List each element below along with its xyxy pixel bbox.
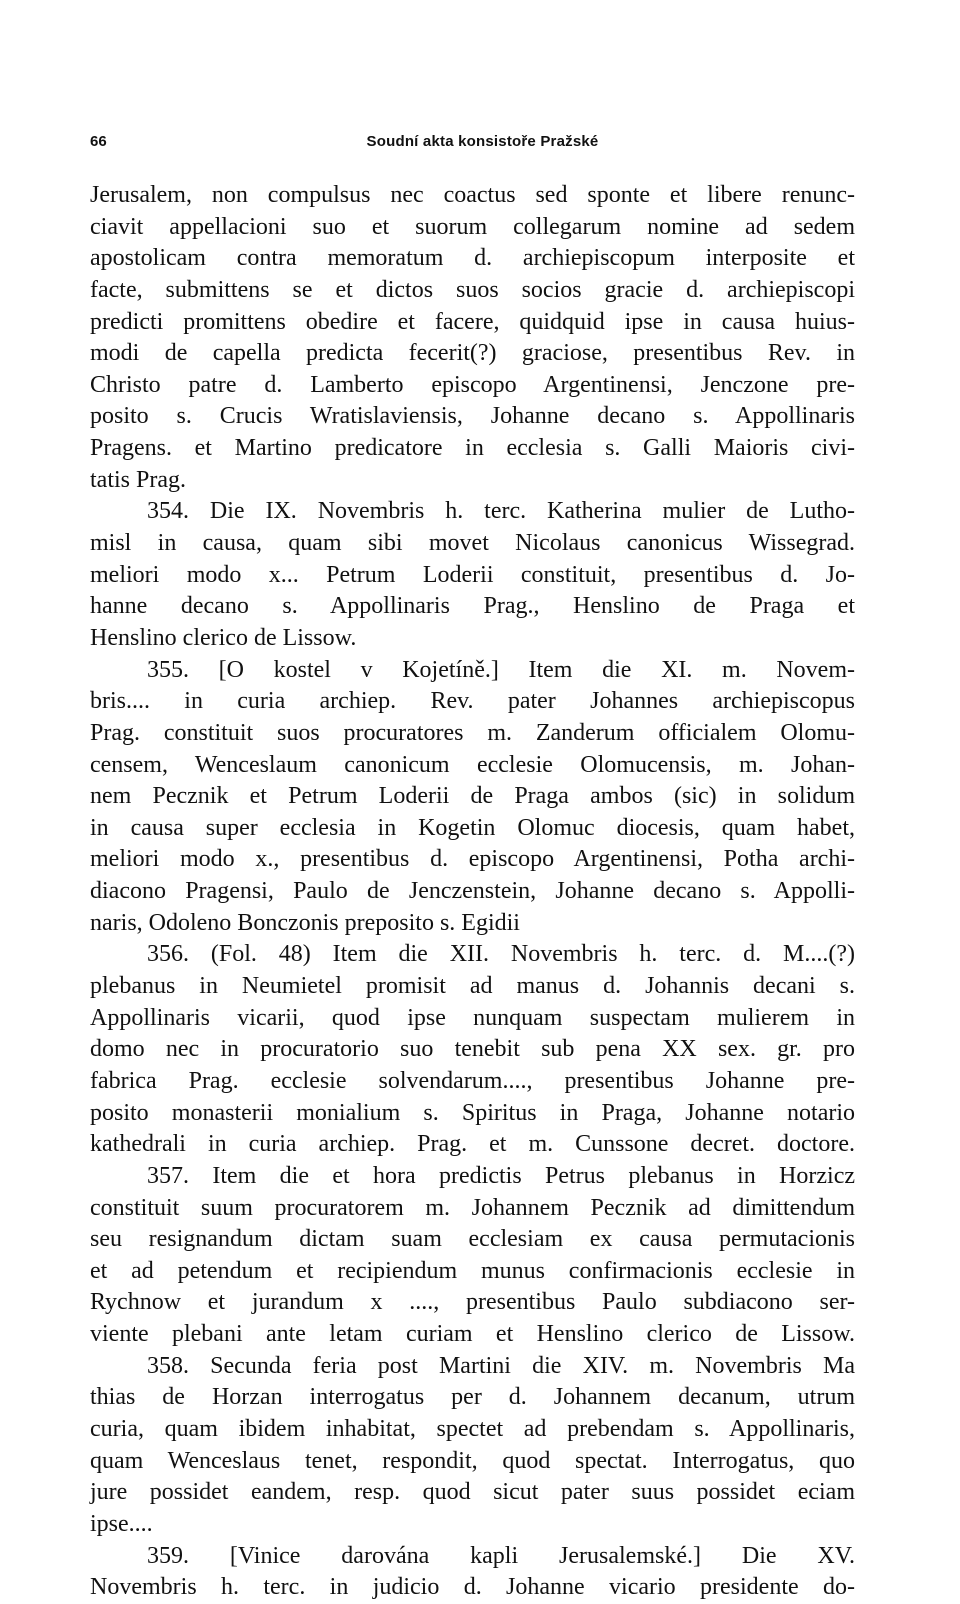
text-line: 355. [O kostel v Kojetíně.] Item die XI. m. Novem- (147, 656, 855, 683)
text-line: Appollinaris vicarii, quod ipse nunquam suspectam mulierem in (90, 1004, 855, 1031)
text-line: in causa super ecclesia in Kogetin Olomuc diocesis, quam habet, (90, 814, 855, 841)
text-line: predicti promittens obedire et facere, quidquid ipse in causa huius- (90, 308, 855, 335)
text-line: misl in causa, quam sibi movet Nicolaus canonicus Wissegrad. (90, 530, 855, 557)
text-line: 358. Secunda feria post Martini die XIV. m. Novembris Ma (147, 1352, 855, 1379)
running-head (90, 133, 875, 157)
text-line: et ad petendum et recipiendum munus confirmacionis ecclesie in (90, 1257, 855, 1284)
text-line: 357. Item die et hora predictis Petrus plebanus in Horzicz (147, 1162, 855, 1189)
text-line: apostolicam contra memoratum d. archiepiscopum interposite et (90, 245, 855, 272)
text-line: censem, Wenceslaum canonicum ecclesie Olomucensis, m. Johan- (90, 751, 855, 778)
text-line: meliori modo x., presentibus d. episcopo Argentinensi, Potha archi- (90, 846, 855, 873)
text-line: 359. [Vinice darována kapli Jerusalemské.] Die XV. (147, 1542, 855, 1569)
text-line: meliori modo x... Petrum Loderii constituit, presentibus d. Jo- (90, 561, 855, 588)
text-line: diacono Pragensi, Paulo de Jenczenstein, Johanne decano s. Appolli- (90, 878, 855, 905)
text-line: ciavit appellacioni suo et suorum collegarum nomine ad sedem (90, 213, 855, 240)
text-line: plebanus in Neumietel promisit ad manus d. Johannis decani s. (90, 973, 855, 1000)
text-line: Rychnow et jurandum x ...., presentibus Paulo subdiacono ser- (90, 1289, 855, 1316)
text-line: modi de capella predicta fecerit(?) graciose, presentibus Rev. in (90, 340, 855, 367)
text-line: jure possidet eandem, resp. quod sicut pater suus possidet eciam (90, 1479, 855, 1506)
text-line: Prag. constituit suos procuratores m. Zanderum officialem Olomu- (90, 719, 855, 746)
body-text (90, 180, 855, 1604)
text-line: tatis Prag. (90, 466, 186, 493)
page-number: 66 (90, 133, 107, 150)
text-line: seu resignandum dictam suam ecclesiam ex causa permutacionis (90, 1226, 855, 1253)
text-line: Novembris h. terc. in judicio d. Johanne vicario presidente do- (90, 1574, 855, 1601)
text-line: 354. Die IX. Novembris h. terc. Katherina mulier de Lutho- (147, 498, 855, 525)
page-header-title: Soudní akta konsistoře Pražské (366, 133, 599, 150)
text-line: posito monasterii monialium s. Spiritus in Praga, Johanne notario (90, 1099, 855, 1126)
text-line: domo nec in procuratorio suo tenebit sub pena XX sex. gr. pro (90, 1036, 855, 1063)
text-line: viente plebani ante letam curiam et Henslino clerico de Lissow. (90, 1321, 855, 1348)
text-line: facte, submittens se et dictos suos socios gracie d. archiepiscopi (90, 276, 855, 303)
text-line: hanne decano s. Appollinaris Prag., Henslino de Praga et (90, 593, 855, 620)
text-line: naris, Odoleno Bonczonis preposito s. Egidii (90, 909, 520, 936)
text-line: curia, quam ibidem inhabitat, spectet ad prebendam s. Appollinaris, (90, 1415, 855, 1442)
text-line: 356. (Fol. 48) Item die XII. Novembris h. terc. d. M....(?) (147, 941, 855, 968)
text-line: Jerusalem, non compulsus nec coactus sed sponte et libere renunc- (90, 182, 855, 208)
text-line: nem Pecznik et Petrum Loderii de Praga ambos (sic) in solidum (90, 783, 855, 810)
text-line: Henslino clerico de Lissow. (90, 624, 357, 651)
text-line: bris.... in curia archiep. Rev. pater Johannes archiepiscopus (90, 688, 855, 715)
text-line: constituit suum procuratorem m. Johannem Pecznik ad dimittendum (90, 1194, 855, 1221)
text-line: fabrica Prag. ecclesie solvendarum...., presentibus Johanne pre- (90, 1067, 855, 1094)
text-line: ipse.... (90, 1510, 153, 1537)
text-line: kathedrali in curia archiep. Prag. et m. Cunssone decret. doctore. (90, 1131, 855, 1158)
text-line: posito s. Crucis Wratislaviensis, Johanne decano s. Appollinaris (90, 403, 855, 430)
text-line: Pragens. et Martino predicatore in ecclesia s. Galli Maioris civi- (90, 435, 855, 462)
text-line: thias de Horzan interrogatus per d. Johannem decanum, utrum (90, 1384, 855, 1411)
text-line: Christo patre d. Lamberto episcopo Argentinensi, Jenczone pre- (90, 371, 855, 398)
text-line: quam Wenceslaus tenet, respondit, quod spectat. Interrogatus, quo (90, 1447, 855, 1474)
